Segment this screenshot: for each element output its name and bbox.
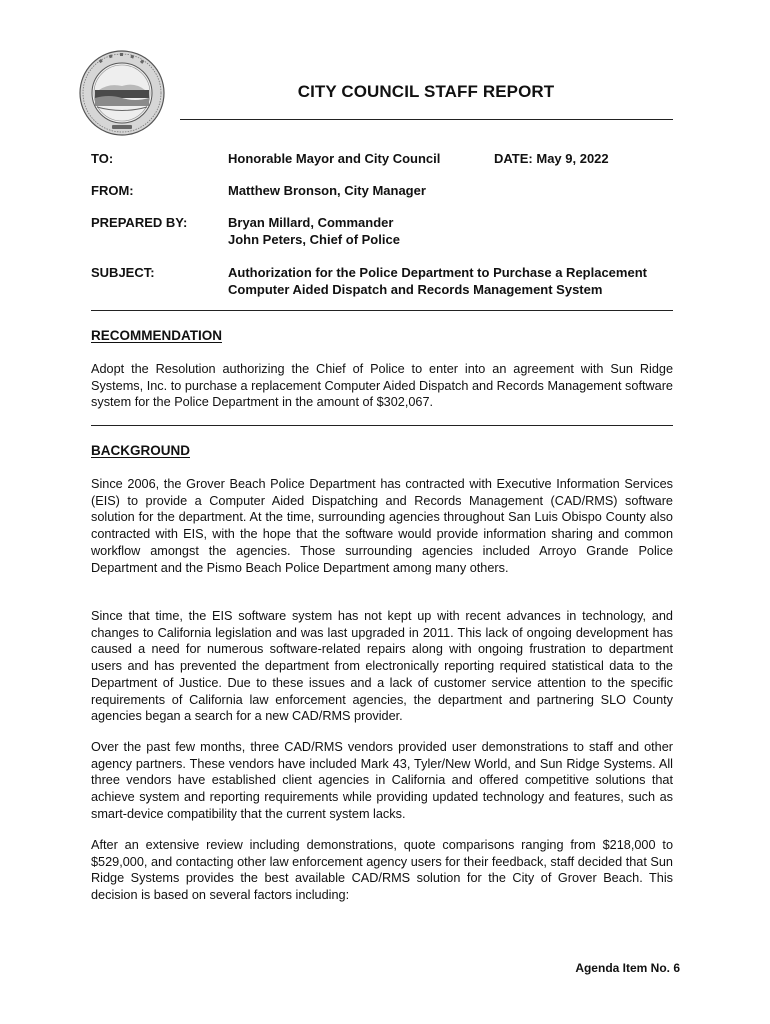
- report-title: CITY COUNCIL STAFF REPORT: [297, 82, 555, 101]
- from-value: Matthew Bronson, City Manager: [228, 183, 426, 198]
- prepared-by-line-2: John Peters, Chief of Police: [228, 232, 400, 247]
- report-date: DATE: May 9, 2022: [494, 151, 609, 166]
- recommendation-text: Adopt the Resolution authorizing the Chief of Police to enter into an agreement with Sun Ridge Systems, Inc. to purchase a replacement Computer Aided Dispatch and Records Management software system for the Police Department in the amount of $302,067.: [91, 362, 673, 410]
- prepared-by-label: PREPARED BY:: [91, 215, 188, 230]
- background-paragraph-3: Over the past few months, three CAD/RMS vendors provided user demonstrations to staff and other agency partners. These vendors have included Mark 43, Tyler/New World, and Sun Ridge Systems. All three vendors have established client agencies in California and offered competitive solutions that achieve system and reporting requirements while providing updated technology and features, such as smart-device compatibility that the current system lacks.: [91, 740, 673, 821]
- to-value: Honorable Mayor and City Council: [228, 151, 441, 166]
- background-heading: BACKGROUND: [91, 443, 190, 458]
- city-seal-logo: [79, 50, 165, 136]
- recommendation-divider: [91, 425, 673, 426]
- to-label: TO:: [91, 151, 114, 166]
- recommendation-heading: RECOMMENDATION: [91, 328, 222, 343]
- background-paragraph-1: Since 2006, the Grover Beach Police Department has contracted with Executive Information Services (EIS) to provide a Computer Aided Dispatching and Records Management (CAD/RMS) software solution for the department. At the time, surrounding agencies throughout San Luis Obispo County also contracted with EIS, with the hope that the software would provide information sharing and common workflow amongst the agencies. Those surrounding agencies included Arroyo Grande Police Department and the Pismo Beach Police Department among many others.: [91, 477, 673, 575]
- prepared-by-line-1: Bryan Millard, Commander: [228, 215, 394, 230]
- background-paragraph-2: Since that time, the EIS software system has not kept up with recent advances in technology, and changes to California legislation and was last upgraded in 2011. This lack of ongoing development has caused a need for numerous software-related repairs along with ongoing frustration to department users and has prevented the department from electronically reporting required statistical data to the Department of Justice. Due to these issues and a lack of customer service attention to the specific requirements of California law enforcement agencies, the department and partnering SLO County agencies began a search for a new CAD/RMS provider.: [91, 609, 673, 724]
- background-paragraph-4: After an extensive review including demonstrations, quote comparisons ranging from $218,000 to $529,000, and contacting other law enforcement agency users for their feedback, staff decided that Sun Ridge Systems provides the best available CAD/RMS solution for the City of Grover Beach. This decision is based on several factors including:: [91, 838, 673, 903]
- subject-line-1: Authorization for the Police Department to Purchase a Replacement: [228, 265, 647, 280]
- title-divider: [180, 119, 673, 120]
- from-label: FROM:: [91, 183, 134, 198]
- header-divider: [91, 310, 673, 311]
- subject-label: SUBJECT:: [91, 265, 155, 280]
- agenda-item-number: Agenda Item No. 6: [575, 961, 680, 975]
- subject-line-2: Computer Aided Dispatch and Records Management System: [228, 282, 603, 297]
